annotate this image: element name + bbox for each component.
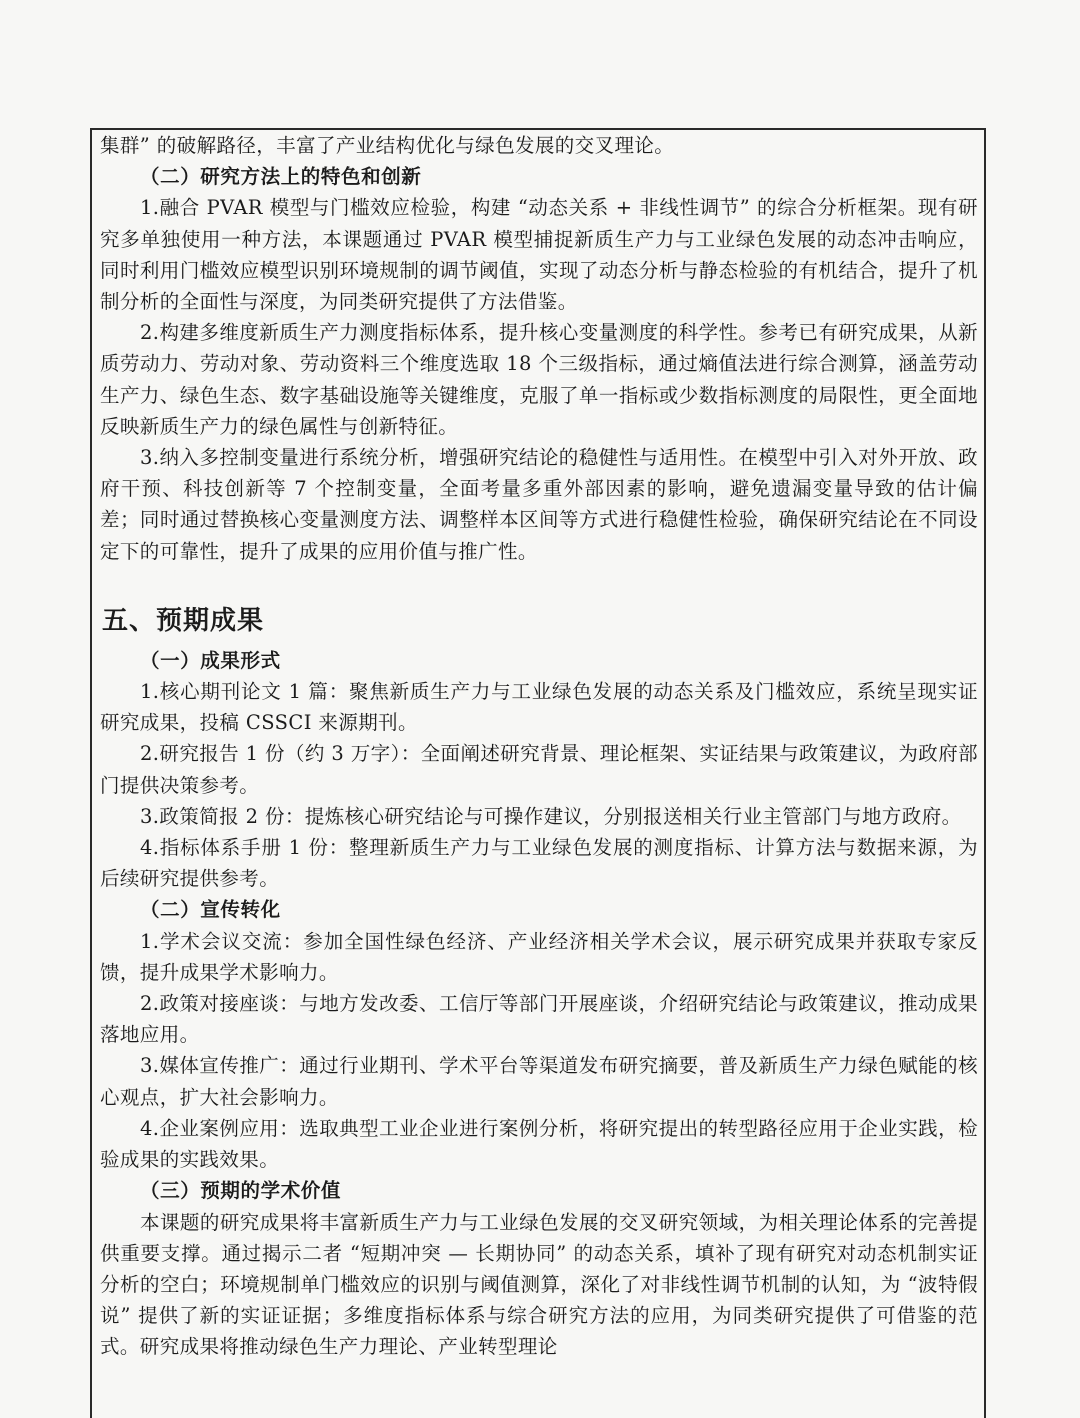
method-heading: （二）研究方法上的特色和创新 <box>140 165 422 189</box>
value-paragraph: 本课题的研究成果将丰富新质生产力与工业绿色发展的交叉研究领域，为相关理论体系的完善提供重要支撑。通过揭示二者 “短期冲突 — 长期协同” 的动态关系，填补了现有研究对动态机制实证分析的空白；环境规制单门槛效应的识别与阈值测算，深化了对非线性调节机制的认知，为 “波特假说” 提供了新的实证证据；多维度指标体系与综合研究方法的应用，为同类研究提供了可借鉴的范式。研究成果将推动绿色生产力理论、产业转型理论 <box>100 1210 978 1359</box>
promo-paragraph-4: 4.企业案例应用：选取典型工业企业进行案例分析，将研究提出的转型路径应用于企业实践，检验成果的实践效果。 <box>100 1116 978 1172</box>
form-paragraph-1: 1.核心期刊论文 1 篇：聚焦新质生产力与工业绿色发展的动态关系及门槛效应，系统呈现实证研究成果，投稿 CSSCI 来源期刊。 <box>100 680 978 735</box>
form-paragraph-2: 2.研究报告 1 份（约 3 万字）：全面阐述研究背景、理论框架、实证结果与政策建议，为政府部门提供决策参考。 <box>100 742 978 797</box>
document-body <box>100 128 978 1363</box>
method-paragraph-2: 2.构建多维度新质生产力测度指标体系，提升核心变量测度的科学性。参考已有研究成果，从新质劳动力、劳动对象、劳动资料三个维度选取 18 个三级指标，通过熵值法进行综合测算，涵盖劳动生产力、绿色生态、数字基础设施等关键维度，克服了单一指标或少数指标测度的局限性，更全面地反映新质生产力的绿色属性与创新特征。 <box>100 321 978 438</box>
value-heading: （三）预期的学术价值 <box>140 1179 342 1203</box>
method-paragraph-1: 1.融合 PVAR 模型与门槛效应检验，构建 “动态关系 + 非线性调节” 的综合分析框架。现有研究多单独使用一种方法，本课题通过 PVAR 模型捕捉新质生产力与工业绿色发展的动态冲击响应，同时利用门槛效应模型识别环境规制的调节阈值，实现了动态分析与静态检验的有机结合，提升了机制分析的全面性与深度，为同类研究提供了方法借鉴。 <box>100 196 978 314</box>
intro-tail-text: 集群” 的破解路径，丰富了产业结构优化与绿色发展的交叉理论。 <box>100 134 675 157</box>
form-paragraph-4: 4.指标体系手册 1 份：整理新质生产力与工业绿色发展的测度指标、计算方法与数据来源，为后续研究提供参考。 <box>100 836 978 891</box>
form-heading: （一）成果形式 <box>140 648 281 672</box>
method-paragraph-3: 3.纳入多控制变量进行系统分析，增强研究结论的稳健性与适用性。在模型中引入对外开放、政府干预、科技创新等 7 个控制变量，全面考量多重外部因素的影响，避免遗漏变量导致的估计偏差；同时通过替换核心变量测度方法、调整样本区间等方式进行稳健性检验，确保研究结论在不同设定下的可靠性，提升了成果的应用价值与推广性。 <box>100 446 978 563</box>
promo-paragraph-3: 3.媒体宣传推广：通过行业期刊、学术平台等渠道发布研究摘要，普及新质生产力绿色赋能的核心观点，扩大社会影响力。 <box>100 1054 978 1109</box>
promo-paragraph-2: 2.政策对接座谈：与地方发改委、工信厅等部门开展座谈，介绍研究结论与政策建议，推动成果落地应用。 <box>100 992 978 1047</box>
form-paragraph-3: 3.政策简报 2 份：提炼核心研究结论与可操作建议，分别报送相关行业主管部门与地方政府。 <box>140 804 962 828</box>
section-5-title: 五、预期成果 <box>102 605 265 636</box>
promo-heading: （二）宣传转化 <box>140 898 281 922</box>
promo-paragraph-1: 1.学术会议交流：参加全国性绿色经济、产业经济相关学术会议，展示研究成果并获取专家反馈，提升成果学术影响力。 <box>100 929 978 984</box>
